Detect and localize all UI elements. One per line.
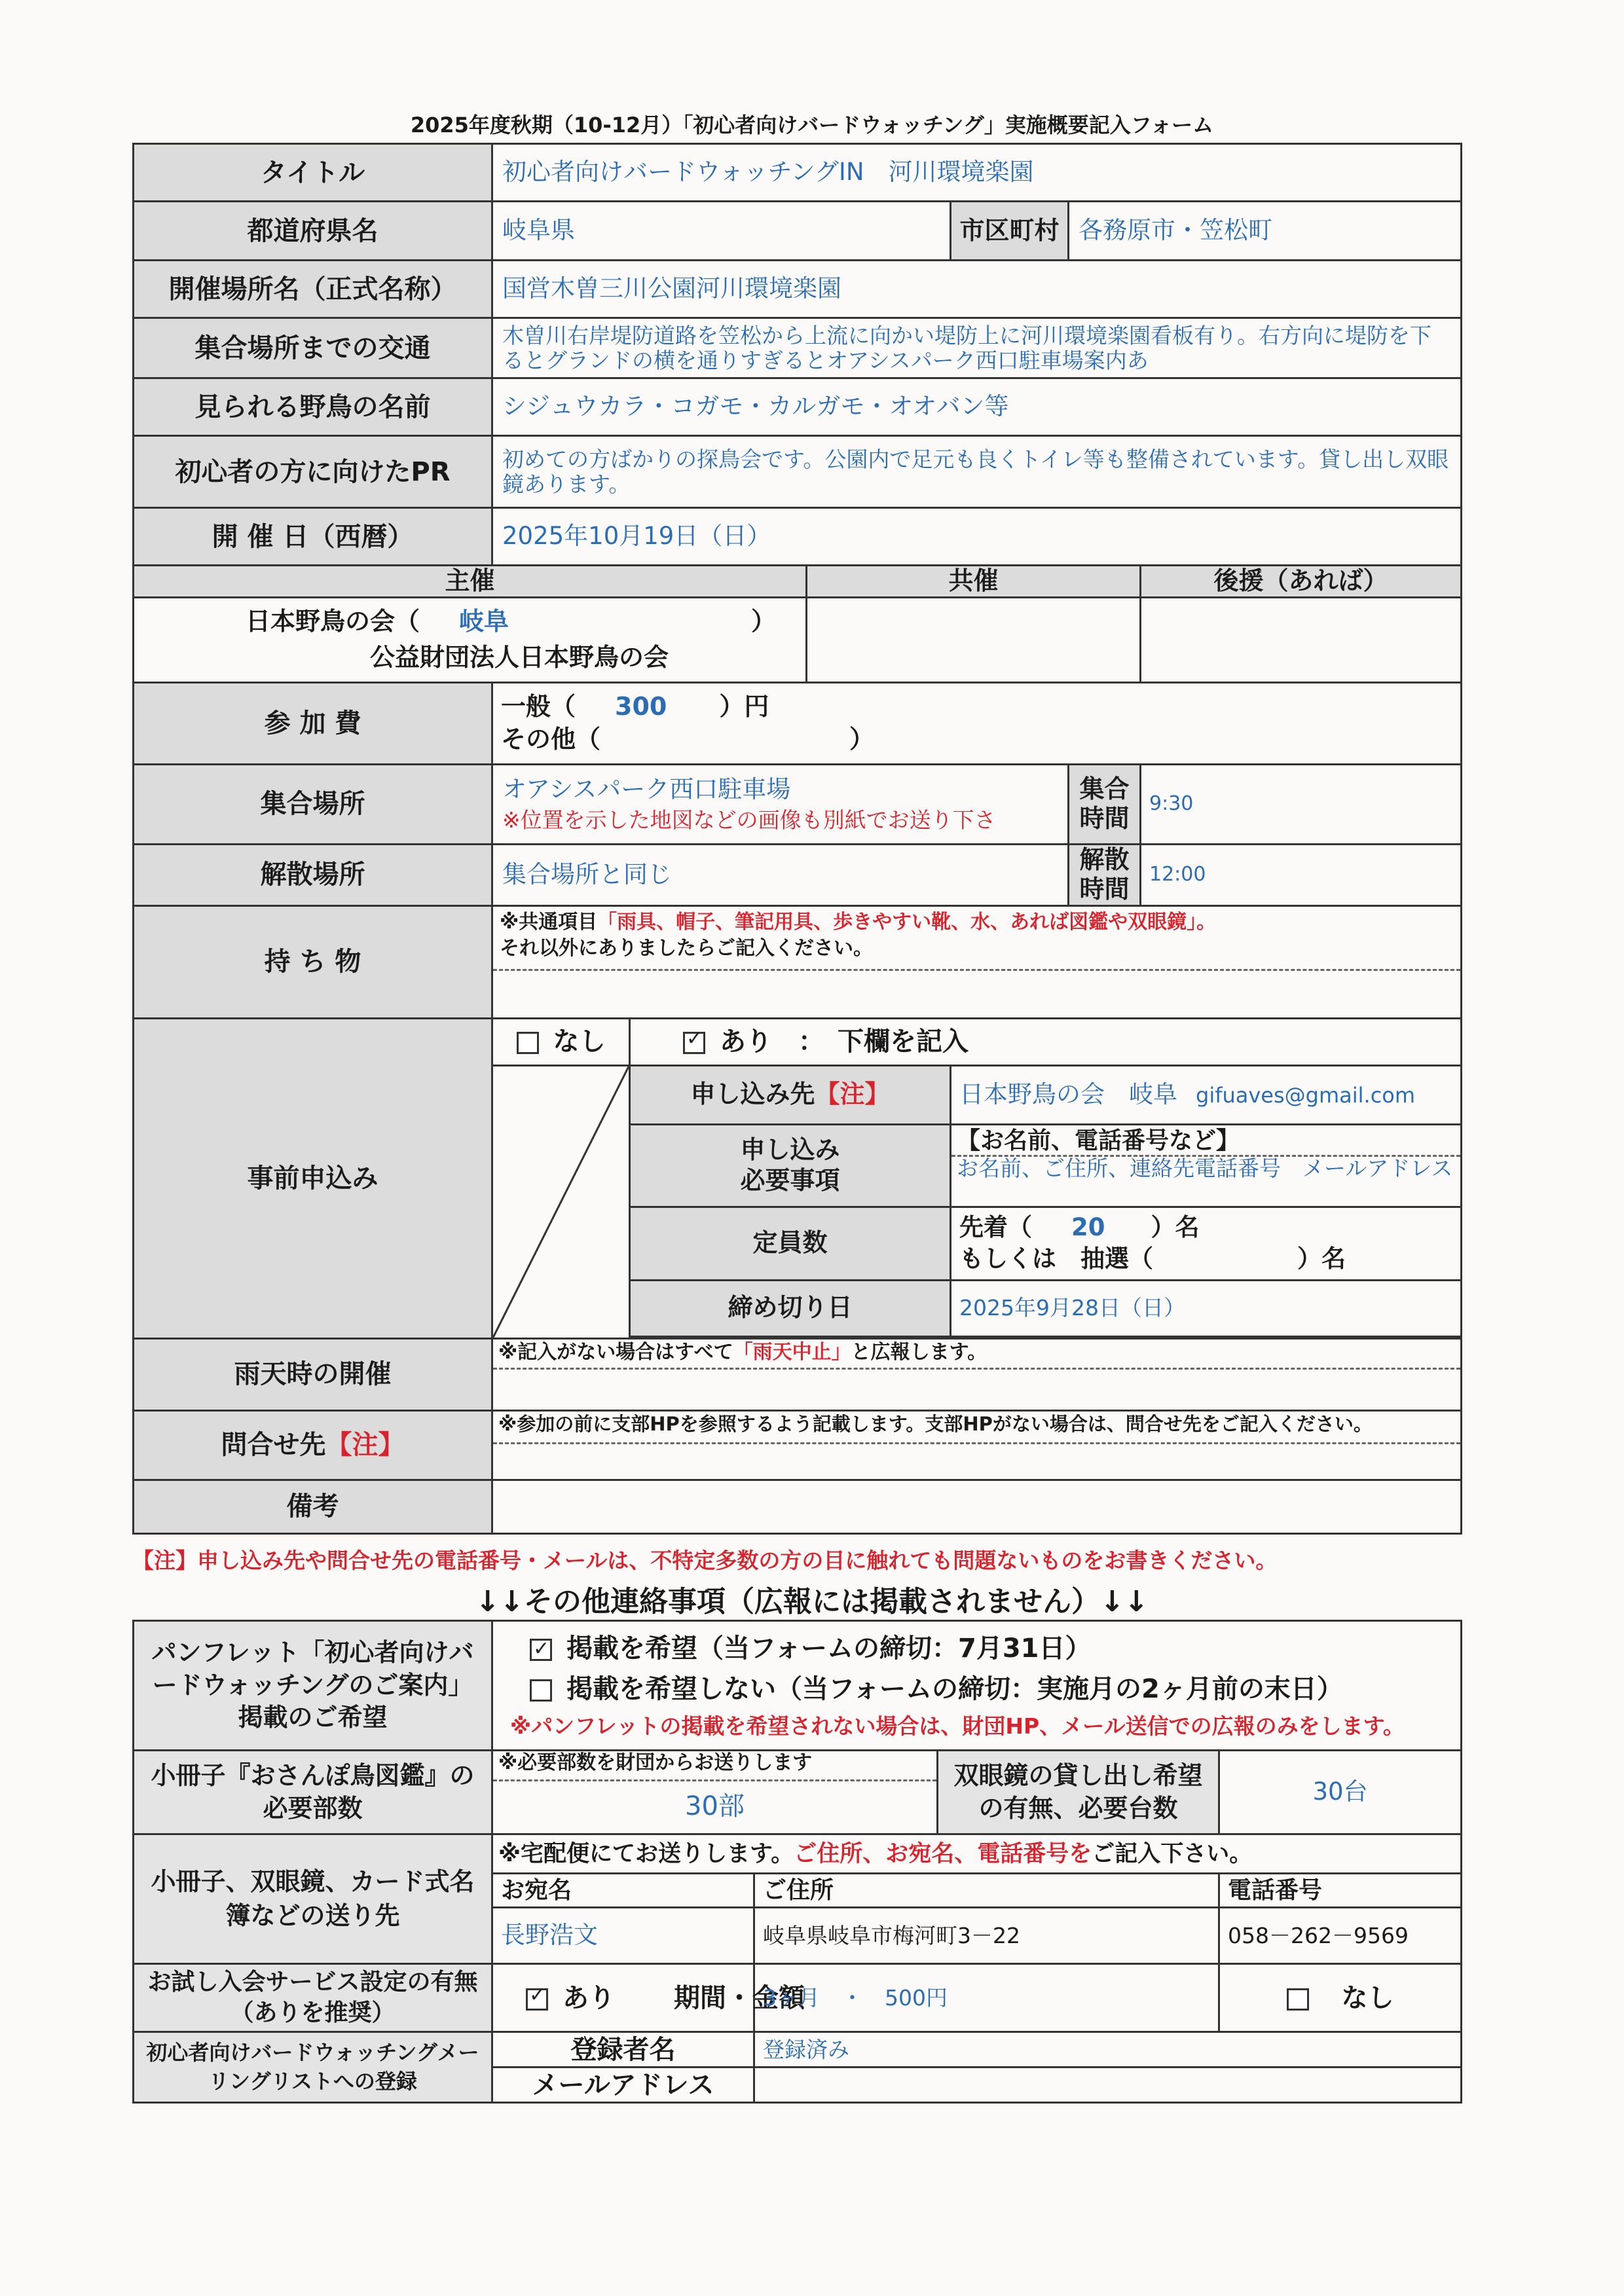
mailing-label: 初心者向けバードウォッチングメーリングリストへの登録	[134, 2032, 492, 2103]
required-items-label: 申し込み 必要事項	[630, 1124, 951, 1207]
shipping-phone-label: 電話番号	[1219, 1874, 1462, 1908]
belongings-common-items: 「雨具、帽子、筆記用具、歩きやすい靴、水、あれば図鑑や双眼鏡」。	[597, 910, 1217, 934]
prereg-yes-option[interactable]: ✓ あり ： 下欄を記入	[630, 1018, 1462, 1065]
apply-to-email[interactable]: gifuaves@gmail.com	[1196, 1083, 1416, 1108]
dismissal-place-label: 解散場所	[134, 844, 492, 905]
co-organizer-header: 共催	[807, 566, 1141, 598]
trial-yes-checkbox[interactable]	[526, 1988, 548, 2011]
remarks-label: 備考	[134, 1480, 492, 1533]
shipping-note: ※宅配便にてお送りします。ご住所、お宛名、電話番号をご記入下さい。	[492, 1834, 1462, 1874]
shipping-phone-value[interactable]: 058－262－9569	[1219, 1908, 1462, 1964]
belongings-label: 持 ち 物	[134, 905, 492, 1018]
binocular-label: 双眼鏡の貸し出し希望の有無、必要台数	[938, 1751, 1219, 1834]
pamphlet-opt2[interactable]: 掲載を希望しない（当フォームの締切：実施月の2ヶ月前の末日）	[530, 1669, 1452, 1709]
pr-label: 初心者の方に向けたPR	[134, 436, 492, 508]
remarks-value[interactable]	[492, 1480, 1462, 1533]
apply-to-value[interactable]: 日本野鳥の会 岐阜 gifuaves@gmail.com	[951, 1065, 1462, 1124]
deadline-value[interactable]: 2025年9月28日（日）	[951, 1280, 1462, 1336]
pamphlet-opt1-checkbox[interactable]	[530, 1639, 552, 1661]
belongings-value[interactable]: ※共通項目「雨具、帽子、筆記用具、歩きやすい靴、水、あれば図鑑や双眼鏡」。 それ以外にありましたらご記入ください。	[492, 905, 1462, 1018]
sponsor-header: 後援（あれば）	[1141, 566, 1462, 598]
access-label: 集合場所までの交通	[134, 318, 492, 378]
rain-label: 雨天時の開催	[134, 1338, 492, 1410]
pamphlet-value[interactable]	[492, 1621, 1462, 1751]
deadline-label: 締め切り日	[630, 1280, 951, 1336]
organizer-branch[interactable]: 岐阜	[459, 607, 509, 636]
contact-value[interactable]: ※参加の前に支部HPを参照するよう記載します。支部HPがない場合は、問合せ先をご記入ください。	[492, 1410, 1462, 1480]
trial-no-option[interactable]: なし	[1219, 1964, 1462, 2032]
venue-value[interactable]: 国営木曽三川公園河川環境楽園	[492, 261, 1462, 318]
pamphlet-label: パンフレット「初心者向けバードウォッチングのご案内」掲載のご希望	[134, 1621, 492, 1751]
access-value[interactable]: 木曽川右岸堤防道路を笠松から上流に向かい堤防上に河川環境楽園看板有り。右方向に堤防を下るとグランドの横を通りすぎるとオアシスパーク西口駐車場案内あ	[492, 318, 1462, 378]
prefecture-label: 都道府県名	[134, 202, 492, 261]
shipping-address-value[interactable]: 岐阜県岐阜市梅河町3－22	[754, 1908, 1219, 1964]
mailing-email-value[interactable]	[754, 2068, 1462, 2103]
capacity-first-value[interactable]: 20	[1071, 1213, 1105, 1242]
apply-to-label: 申し込み先【注】	[630, 1065, 951, 1124]
trial-yes-option[interactable]: ✓ あり 期間・金額	[492, 1964, 754, 2032]
title-label: タイトル	[134, 144, 492, 202]
pr-value[interactable]: 初めての方ばかりの探鳥会です。公園内で足元も良くトイレ等も整備されています。貸し出し双眼鏡あります。	[492, 436, 1462, 508]
shipping-address-label: ご住所	[754, 1874, 1219, 1908]
date-label: 開 催 日（西暦）	[134, 508, 492, 566]
meeting-place-note: ※位置を示した地図などの画像も別紙でお送り下さ	[502, 807, 996, 833]
booklet-label: 小冊子『おさんぽ鳥図鑑』の必要部数	[134, 1751, 492, 1834]
organizer-line2: 公益財団法人日本野鳥の会	[370, 643, 669, 672]
registrant-label: 登録者名	[492, 2032, 754, 2068]
shipping-name-value[interactable]: 長野浩文	[492, 1908, 754, 1964]
sponsor-value[interactable]	[1141, 597, 1462, 682]
capacity-value[interactable]: 先着（ 20 ）名 もしくは 抽選（ ）名	[951, 1207, 1462, 1280]
binocular-value[interactable]: 30台	[1219, 1751, 1462, 1834]
preregistration-label: 事前申込み	[134, 1018, 492, 1338]
contact-items-table	[132, 1620, 1462, 2104]
contact-label: 問合せ先【注】	[134, 1410, 492, 1480]
organizer-value[interactable]	[134, 597, 807, 682]
birds-value[interactable]: シジュウカラ・コガモ・カルガモ・オオバン等	[492, 378, 1462, 436]
dismissal-place-value[interactable]: 集合場所と同じ	[492, 844, 1069, 905]
meeting-time-value[interactable]: 9:30	[1141, 764, 1462, 844]
rain-value[interactable]: ※記入がない場合はすべて「雨天中止」と広報します。	[492, 1338, 1462, 1410]
trial-no-checkbox[interactable]	[1287, 1988, 1309, 2011]
main-form-table	[132, 143, 1462, 1535]
mailing-email-label: メールアドレス	[492, 2068, 754, 2103]
trial-period-value[interactable]: 3ヶ月 ・ 500円	[754, 1964, 1219, 2032]
shipping-name-label: お宛名	[492, 1874, 754, 1908]
diagonal-slash	[493, 1066, 629, 1338]
dismissal-time-value[interactable]: 12:00	[1141, 844, 1462, 905]
pamphlet-opt1[interactable]: ✓掲載を希望（当フォームの締切：7月31日）	[530, 1628, 1452, 1669]
meeting-place-label: 集合場所	[134, 764, 492, 844]
required-items-value[interactable]: 【お名前、電話番号など】 お名前、ご住所、連絡先電話番号 メールアドレス	[951, 1124, 1462, 1207]
trial-label: お試し入会サービス設定の有無（ありを推奨）	[134, 1964, 492, 2032]
capacity-label: 定員数	[630, 1207, 951, 1280]
organizer-line1: 日本野鳥の会（ 岐阜 ）	[246, 607, 777, 636]
date-value[interactable]: 2025年10月19日（日）	[492, 508, 1462, 566]
fee-label: 参 加 費	[134, 682, 492, 764]
dismissal-time-label: 解散時間	[1069, 844, 1141, 905]
registrant-value[interactable]: 登録済み	[754, 2032, 1462, 2068]
meeting-place-value[interactable]: オアシスパーク西口駐車場 ※位置を示した地図などの画像も別紙でお送り下さ	[492, 764, 1069, 844]
city-value[interactable]: 各務原市・笠松町	[1069, 202, 1462, 261]
prereg-none-option[interactable]: なし	[492, 1018, 630, 1065]
fee-general-value[interactable]: 300	[615, 692, 667, 721]
co-organizer-value[interactable]	[807, 597, 1141, 682]
footnote: 【注】申し込み先や問合せ先の電話番号・メールは、不特定多数の方の目に触れても問題ないものをお書きください。	[132, 1548, 1278, 1573]
city-label: 市区町村	[951, 202, 1069, 261]
booklet-count[interactable]: 30部	[685, 1791, 745, 1821]
form-title: 2025年度秋期（10‐12月）「初心者向けバードウォッチング」実施概要記入フォーム	[410, 113, 1214, 137]
shipping-label: 小冊子、双眼鏡、カード式名簿などの送り先	[134, 1834, 492, 1964]
pamphlet-note: ※パンフレットの掲載を希望されない場合は、財団HP、メール送信での広報のみをします。	[510, 1713, 1405, 1739]
title-value[interactable]: 初心者向けバードウォッチングIN 河川環境楽園	[492, 144, 1462, 202]
prereg-none-checkbox[interactable]	[517, 1032, 539, 1054]
organizer-header: 主催	[134, 566, 807, 598]
meeting-time-label: 集合時間	[1069, 764, 1141, 844]
booklet-value[interactable]: ※必要部数を財団からお送りします 30部	[492, 1751, 938, 1834]
venue-label: 開催場所名（正式名称）	[134, 261, 492, 318]
birds-label: 見られる野鳥の名前	[134, 378, 492, 436]
trial-period-label: 期間・金額	[674, 1982, 805, 2013]
prereg-slash-cell	[492, 1065, 630, 1338]
section2-title: ↓↓その他連絡事項（広報には掲載されません）↓↓	[475, 1585, 1149, 1618]
fee-value[interactable]: 一般（ 300 ）円 その他（ ）	[492, 682, 1462, 764]
pamphlet-opt2-checkbox[interactable]	[530, 1679, 552, 1702]
prereg-yes-checkbox[interactable]	[683, 1032, 705, 1054]
prefecture-value[interactable]: 岐阜県	[492, 202, 951, 261]
